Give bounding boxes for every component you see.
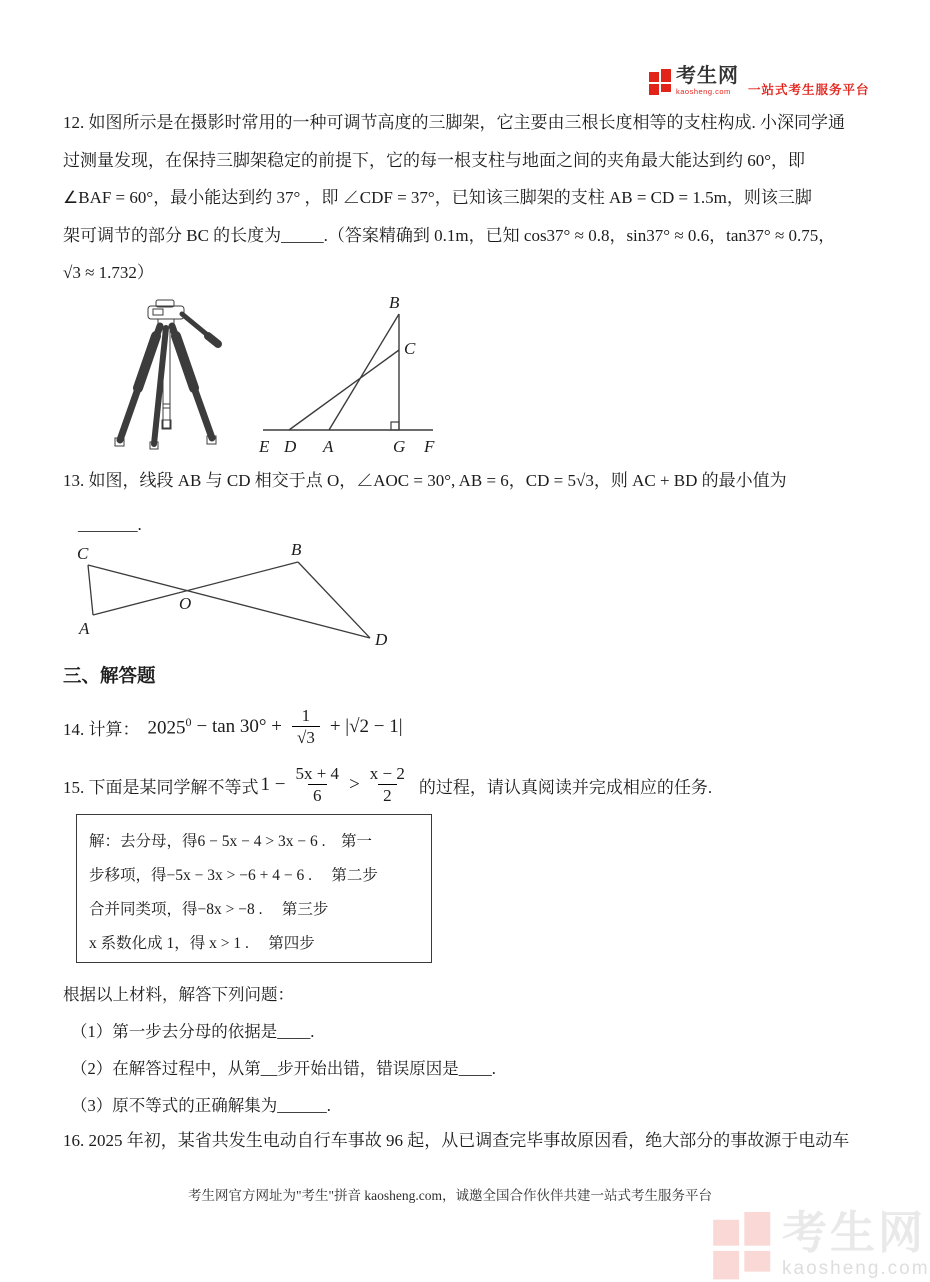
q12-label-D: D: [284, 437, 297, 456]
q16-line-1: 16. 2025 年初，某省共发生电动自行车事故 96 起，从已调查完毕事故原因看，绝大部分的事故源于电动车: [63, 1131, 850, 1150]
q15-relation: >: [349, 774, 360, 795]
q12-line-5: √3 ≈ 1.732）: [63, 263, 154, 282]
q15-before: 15. 下面是某同学解不等式: [63, 777, 259, 797]
q15-lead: 1 −: [260, 774, 286, 795]
q12-line-2: 过测量发现，在保持三脚架稳定的前提下，它的每一根支柱与地面之间的夹角最大能达到约 60°，即: [63, 150, 806, 170]
q13-line-1: 13. 如图，线段 AB 与 CD 相交于点 O，∠AOC = 30°, AB = 6，CD = 5√3，则 AC + BD 的最小值为: [63, 471, 787, 490]
question-16: [63, 1122, 855, 1160]
q15-after: 的过程，请认真阅读并完成相应的任务.: [418, 777, 713, 797]
q13-label-A: A: [79, 619, 90, 638]
q15-fraction-1: $\frac{5x + 4}{6}$: [295, 764, 340, 805]
q15-tasks-intro: 根据以上材料，解答下列问题：: [63, 985, 294, 1004]
q15-box-line-4: x 系数化成 1，得 x > 1 . 第四步: [89, 935, 315, 952]
q12-geometry-figure: [255, 288, 455, 460]
q12-label-B: B: [389, 293, 400, 312]
q13-label-C: C: [77, 544, 89, 563]
q14-tail: + |√2 − 1|: [329, 716, 403, 737]
q15-fraction-2: $\frac{x - 2}{2}$: [369, 764, 405, 805]
q12-label-A: A: [323, 437, 334, 456]
page-footer: 考生网官方网址为"考生"拼音 kaosheng.com，诚邀全国合作伙伴共建一站式考生服务平台: [187, 1188, 712, 1203]
site-header-logo: [649, 66, 870, 98]
tripod-photo: [90, 292, 254, 452]
question-14: [63, 695, 403, 759]
question-12: [63, 104, 855, 292]
q12-line-4: 架可调节的部分 BC 的长度为_____.（答案精确到 0.1m，已知 cos37° ≈ 0.8，sin37° ≈ 0.6，tan37° ≈ 0.75，: [63, 225, 836, 245]
q14-base: 2025$^0$: [147, 714, 192, 739]
logo-slogan: 一站式考生服务平台: [748, 83, 870, 97]
q14-fraction: $\frac{1}{√3}$: [292, 706, 320, 747]
logo-title: 考生网: [676, 65, 739, 87]
q15-solution-box: [76, 814, 432, 963]
q15-task-2: （2）在解答过程中，从第__步开始出错，错误原因是____.: [71, 1059, 496, 1078]
question-15-intro: [63, 756, 712, 814]
q15-box-line-3: 合并同类项，得−8x > −8 . 第三步: [89, 901, 329, 918]
q15-box-line-2: 步移项，得−5x − 3x > −6 + 4 − 6 . 第二步: [89, 867, 378, 884]
q12-label-F: F: [424, 437, 435, 456]
q15-task-1: （1）第一步去分母的依据是____.: [71, 1022, 315, 1041]
q15-task-3: （3）原不等式的正确解集为______.: [71, 1096, 331, 1115]
question-13: [63, 462, 855, 500]
watermark-title: 考生网: [782, 1207, 927, 1258]
q13-label-D: D: [375, 630, 388, 649]
q13-label-B: B: [291, 540, 302, 559]
q12-line-3: ∠BAF = 60°，最小能达到约 37° ，即 ∠CDF = 37°，已知该三脚架的支柱 AB = CD = 1.5m，则该三脚: [63, 188, 812, 207]
q12-label-C: C: [404, 339, 416, 358]
kaosheng-watermark-icon: [712, 1212, 774, 1282]
q12-label-G: G: [393, 437, 406, 456]
q15-box-line-1: 解：去分母，得6 − 5x − 4 > 3x − 6 . 第一: [89, 833, 372, 850]
q12-line-1: 12. 如图所示是在摄影时常用的一种可调节高度的三脚架，它主要由三根长度相等的支柱构成. 小深同学通: [63, 113, 845, 132]
q13-answer-blank: _______.: [78, 515, 142, 534]
section-3-title: 三、解答题: [63, 665, 156, 686]
kaosheng-logo-icon: [649, 69, 672, 96]
q15-tasks: [63, 976, 855, 1124]
q12-label-E: E: [259, 437, 270, 456]
q14-mid: − tan 30° +: [196, 716, 282, 737]
logo-domain: kaosheng.com: [676, 87, 731, 96]
watermark-domain: kaosheng.com: [782, 1258, 930, 1279]
q13-geometry-figure: [60, 535, 405, 657]
kaosheng-watermark: [712, 1207, 930, 1282]
q13-label-O: O: [179, 594, 192, 613]
q14-label: 14. 计算：: [63, 719, 140, 739]
